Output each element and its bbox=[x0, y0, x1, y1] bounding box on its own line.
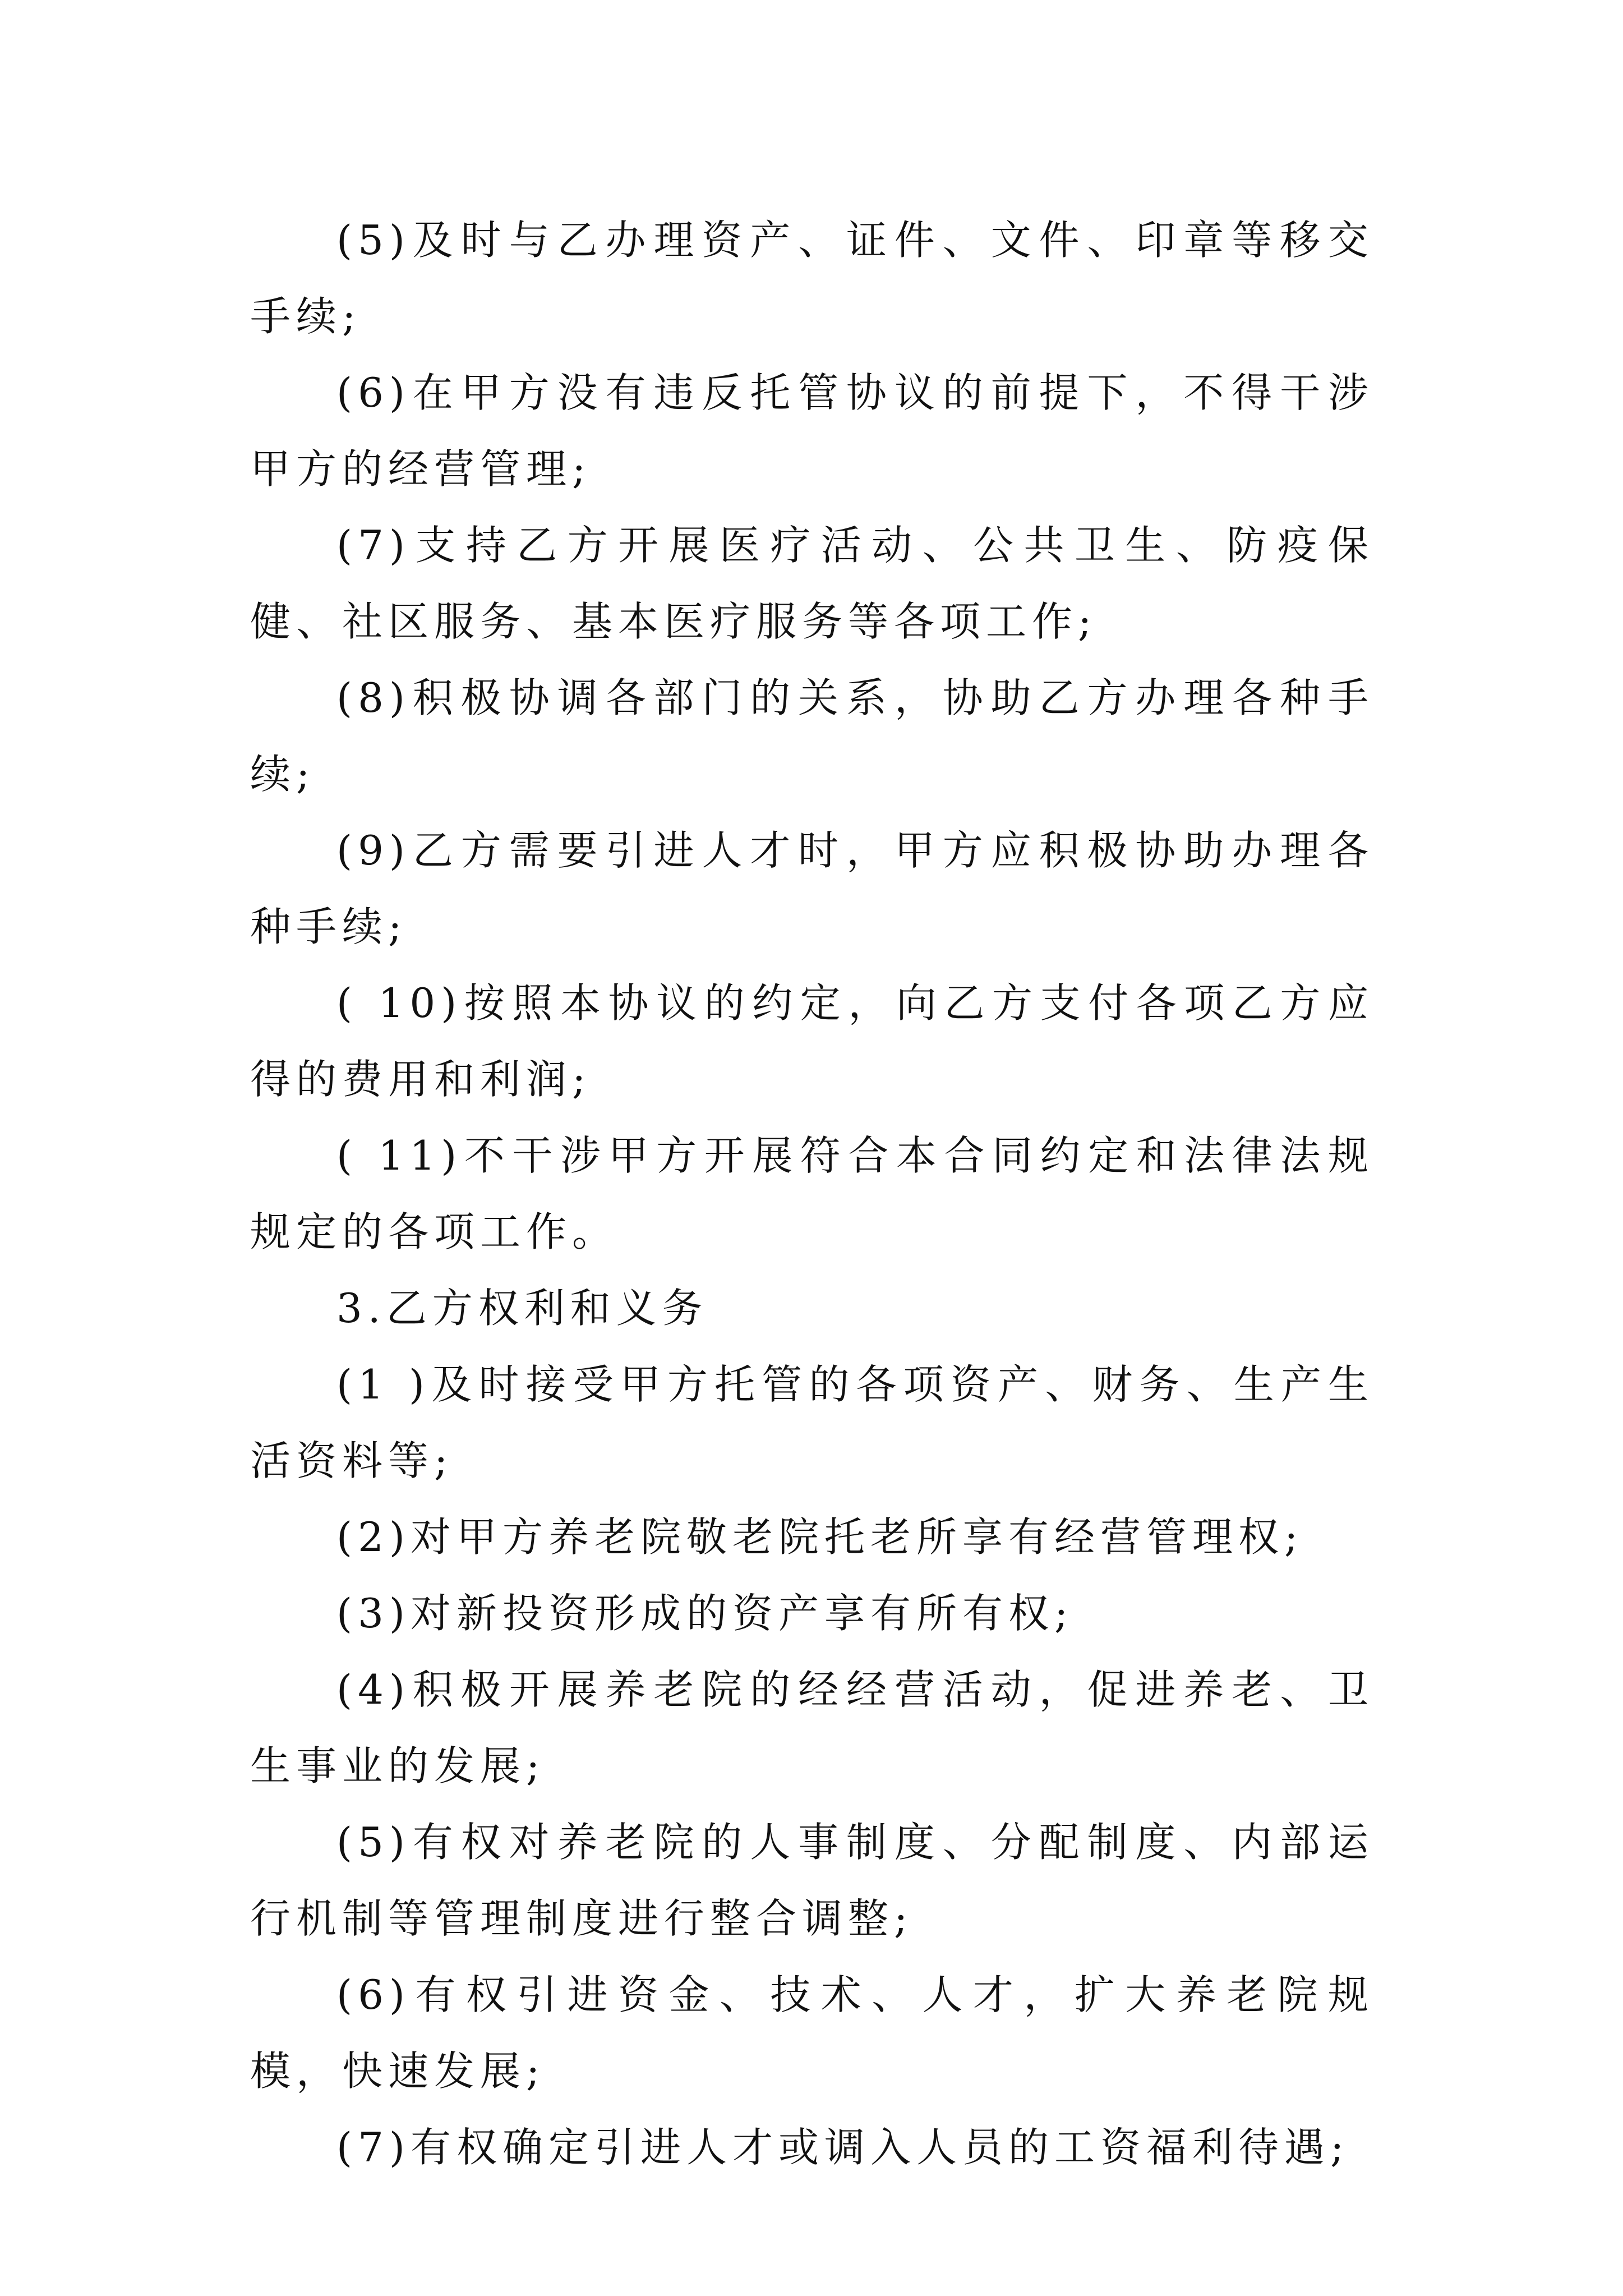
paragraph-a-9: (9)乙方需要引进人才时，甲方应积极协助办理各种手续; bbox=[250, 827, 1374, 950]
paragraph-b-7: (7)有权确定引进人才或调入人员的工资福利待遇; bbox=[336, 2124, 1350, 2171]
paragraph-a-10: ( 10)按照本协议的约定，向乙方支付各项乙方应得的费用和利润; bbox=[250, 979, 1374, 1103]
document-page bbox=[250, 202, 1374, 2185]
paragraph-b-5: (5)有权对养老院的人事制度、分配制度、内部运行机制等管理制度进行整合调整; bbox=[250, 1819, 1374, 1942]
paragraph-a-11: ( 11)不干涉甲方开展符合本合同约定和法律法规规定的各项工作。 bbox=[250, 1132, 1374, 1255]
paragraph-a-8: (8)积极协调各部门的关系，协助乙方办理各种手续; bbox=[250, 674, 1374, 798]
paragraph-a-5: (5)及时与乙办理资产、证件、文件、印章等移交手续; bbox=[250, 217, 1374, 340]
paragraph-b-4: (4)积极开展养老院的经经营活动，促进养老、卫生事业的发展; bbox=[250, 1666, 1374, 1789]
paragraph-b-1: (1 )及时接受甲方托管的各项资产、财务、生产生活资料等; bbox=[250, 1361, 1374, 1484]
paragraph-b-3: (3)对新投资形成的资产享有所有权; bbox=[336, 1590, 1074, 1637]
section-heading: 3.乙方权利和义务 bbox=[336, 1285, 708, 1332]
paragraph-b-2: (2)对甲方养老院敬老院托老所享有经营管理权; bbox=[336, 1513, 1304, 1561]
paragraph-b-6: (6)有权引进资金、技术、人才，扩大养老院规模，快速发展; bbox=[250, 1971, 1374, 2095]
paragraph-a-7: (7)支持乙方开展医疗活动、公共卫生、防疫保健、社区服务、基本医疗服务等各项工作; bbox=[250, 522, 1374, 645]
paragraph-a-6: (6)在甲方没有违反托管协议的前提下，不得干涉甲方的经营管理; bbox=[250, 369, 1374, 493]
